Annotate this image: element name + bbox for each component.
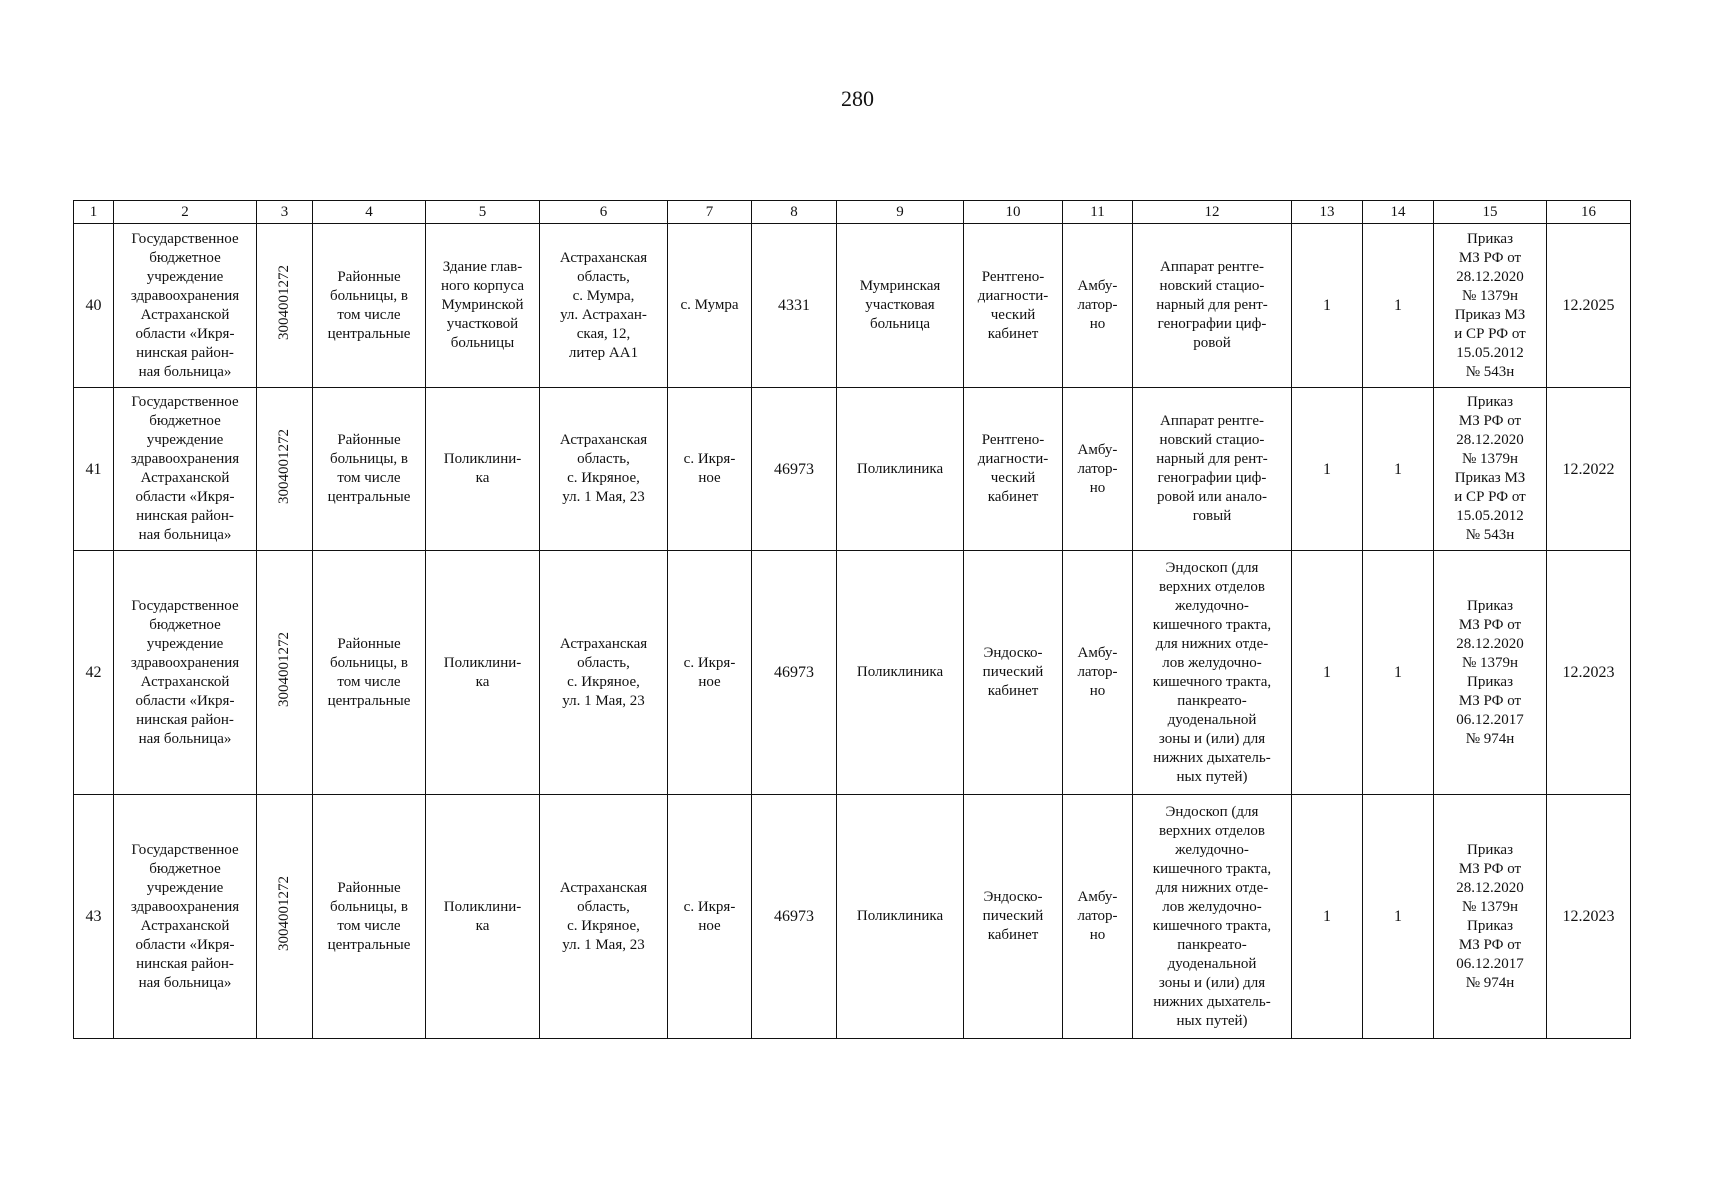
equipment-count: 1 — [1292, 388, 1363, 551]
address: Астраханская область, с. Икряное, ул. 1 Мая, 23 — [540, 388, 668, 551]
replacement-date: 12.2023 — [1547, 551, 1631, 795]
table-row — [74, 551, 1631, 795]
column-header: 9 — [837, 201, 964, 224]
inn-cell — [257, 388, 313, 551]
replacement-date: 12.2023 — [1547, 795, 1631, 1039]
organization-type: Районные больницы, в том числе центральные — [313, 224, 426, 388]
population: 46973 — [752, 551, 837, 795]
page-number: 280 — [841, 86, 874, 111]
row-number: 40 — [74, 224, 114, 388]
table-row — [74, 795, 1631, 1039]
cabinet: Эндоско- пический кабинет — [964, 551, 1063, 795]
equipment-name: Эндоскоп (для верхних отделов желудочно- кишечного тракта, для нижних отде- лов желудочно- кишечного тракта, панкреато- дуоденальной зоны и (или) для нижних дыхатель- ных путей) — [1133, 551, 1292, 795]
equipment-required: 1 — [1363, 795, 1434, 1039]
building-name: Поликлини- ка — [426, 551, 540, 795]
organization-type: Районные больницы, в том числе центральные — [313, 551, 426, 795]
inn-cell — [257, 224, 313, 388]
column-header: 15 — [1434, 201, 1547, 224]
settlement: с. Икря- ное — [668, 795, 752, 1039]
equipment-name: Аппарат рентге- новский стацио- нарный для рент- генографии циф- ровой — [1133, 224, 1292, 388]
settlement: с. Мумра — [668, 224, 752, 388]
inn-cell — [257, 551, 313, 795]
equipment-required: 1 — [1363, 551, 1434, 795]
column-number-row — [74, 201, 1631, 224]
column-header: 6 — [540, 201, 668, 224]
cabinet: Рентгено- диагности- ческий кабинет — [964, 224, 1063, 388]
replacement-date: 12.2022 — [1547, 388, 1631, 551]
equipment-count: 1 — [1292, 224, 1363, 388]
cabinet: Рентгено- диагности- ческий кабинет — [964, 388, 1063, 551]
inn-value: 3004001272 — [276, 876, 292, 951]
equipment-name: Эндоскоп (для верхних отделов желудочно- кишечного тракта, для нижних отде- лов желудочно- кишечного тракта, панкреато- дуоденальной зоны и (или) для нижних дыхатель- ных путей) — [1133, 795, 1292, 1039]
column-header: 16 — [1547, 201, 1631, 224]
column-header: 5 — [426, 201, 540, 224]
cabinet: Эндоско- пический кабинет — [964, 795, 1063, 1039]
column-header: 1 — [74, 201, 114, 224]
population: 46973 — [752, 795, 837, 1039]
building-name: Поликлини- ка — [426, 795, 540, 1039]
settlement: с. Икря- ное — [668, 551, 752, 795]
equipment-required: 1 — [1363, 388, 1434, 551]
address: Астраханская область, с. Икряное, ул. 1 Мая, 23 — [540, 795, 668, 1039]
regulation-reference: Приказ МЗ РФ от 28.12.2020 № 1379н Приказ МЗ РФ от 06.12.2017 № 974н — [1434, 551, 1547, 795]
care-conditions: Амбу- латор- но — [1063, 795, 1133, 1039]
inn-value: 3004001272 — [276, 428, 292, 504]
equipment-name: Аппарат рентге- новский стацио- нарный для рент- генографии циф- ровой или анало- говый — [1133, 388, 1292, 551]
subdivision: Поликлиника — [837, 551, 964, 795]
organization-type: Районные больницы, в том числе центральные — [313, 388, 426, 551]
column-header: 14 — [1363, 201, 1434, 224]
regulation-reference: Приказ МЗ РФ от 28.12.2020 № 1379н Приказ МЗ и СР РФ от 15.05.2012 № 543н — [1434, 224, 1547, 388]
organization-name: Государственное бюджетное учреждение здравоохранения Астраханской области «Икря- нинская район- ная больница» — [114, 795, 257, 1039]
population: 46973 — [752, 388, 837, 551]
organization-name: Государственное бюджетное учреждение здравоохранения Астраханской области «Икря- нинская район- ная больница» — [114, 224, 257, 388]
row-number: 43 — [74, 795, 114, 1039]
care-conditions: Амбу- латор- но — [1063, 388, 1133, 551]
organization-type: Районные больницы, в том числе центральные — [313, 795, 426, 1039]
care-conditions: Амбу- латор- но — [1063, 551, 1133, 795]
subdivision: Поликлиника — [837, 388, 964, 551]
column-header: 8 — [752, 201, 837, 224]
column-header: 11 — [1063, 201, 1133, 224]
organization-name: Государственное бюджетное учреждение здравоохранения Астраханской области «Икря- нинская район- ная больница» — [114, 388, 257, 551]
equipment-registry-table — [73, 200, 1631, 1039]
regulation-reference: Приказ МЗ РФ от 28.12.2020 № 1379н Приказ МЗ и СР РФ от 15.05.2012 № 543н — [1434, 388, 1547, 551]
table-row — [74, 388, 1631, 551]
organization-name: Государственное бюджетное учреждение здравоохранения Астраханской области «Икря- нинская район- ная больница» — [114, 551, 257, 795]
column-header: 2 — [114, 201, 257, 224]
settlement: с. Икря- ное — [668, 388, 752, 551]
equipment-required: 1 — [1363, 224, 1434, 388]
column-header: 4 — [313, 201, 426, 224]
column-header: 10 — [964, 201, 1063, 224]
row-number: 42 — [74, 551, 114, 795]
address: Астраханская область, с. Мумра, ул. Астрахан- ская, 12, литер АА1 — [540, 224, 668, 388]
subdivision: Поликлиника — [837, 795, 964, 1039]
inn-value: 3004001272 — [276, 632, 292, 707]
equipment-count: 1 — [1292, 795, 1363, 1039]
column-header: 13 — [1292, 201, 1363, 224]
table-row — [74, 224, 1631, 388]
building-name: Поликлини- ка — [426, 388, 540, 551]
equipment-count: 1 — [1292, 551, 1363, 795]
subdivision: Мумринская участковая больница — [837, 224, 964, 388]
column-header: 3 — [257, 201, 313, 224]
regulation-reference: Приказ МЗ РФ от 28.12.2020 № 1379н Приказ МЗ РФ от 06.12.2017 № 974н — [1434, 795, 1547, 1039]
inn-cell — [257, 795, 313, 1039]
address: Астраханская область, с. Икряное, ул. 1 Мая, 23 — [540, 551, 668, 795]
replacement-date: 12.2025 — [1547, 224, 1631, 388]
column-header: 7 — [668, 201, 752, 224]
inn-value: 3004001272 — [276, 265, 292, 340]
row-number: 41 — [74, 388, 114, 551]
population: 4331 — [752, 224, 837, 388]
care-conditions: Амбу- латор- но — [1063, 224, 1133, 388]
building-name: Здание глав- ного корпуса Мумринской участковой больницы — [426, 224, 540, 388]
column-header: 12 — [1133, 201, 1292, 224]
